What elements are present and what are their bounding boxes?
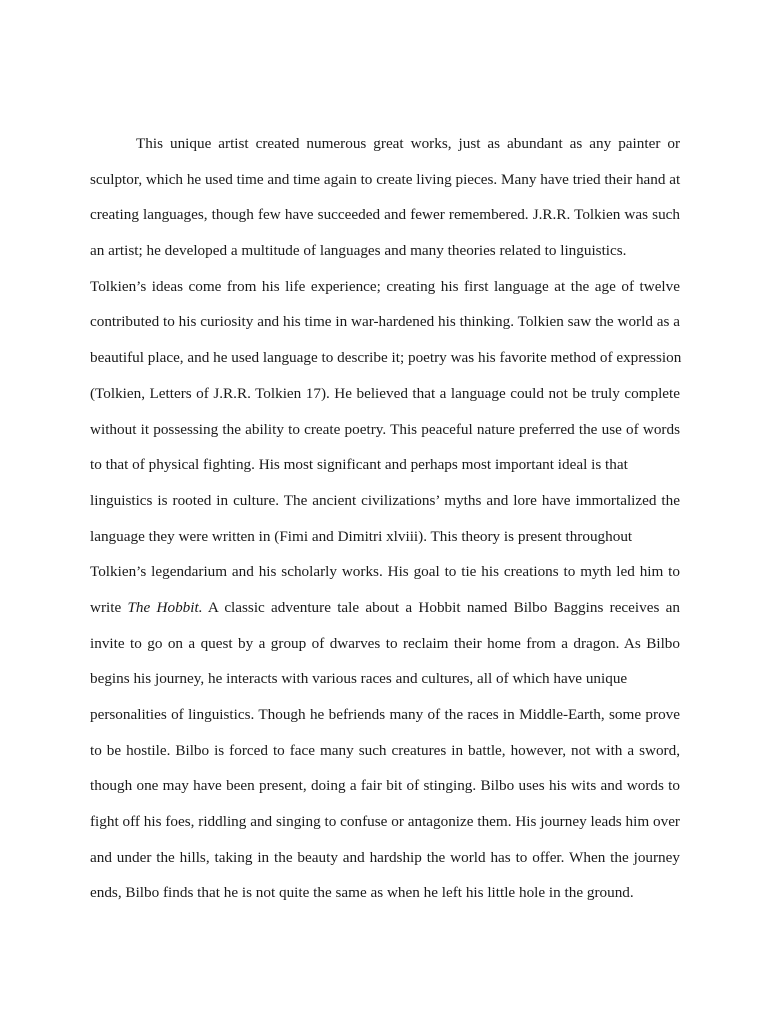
line-text-post: A classic adventure tale about a Hobbit named Bilbo Baggins receives an xyxy=(202,598,680,616)
paragraph-line: ends, Bilbo finds that he is not quite the same as when he left his little hole in the ground. xyxy=(90,884,634,902)
paragraph-line: language they were written in (Fimi and Dimitri xlviii). This theory is present throughout xyxy=(90,527,633,545)
paragraph-line: to that of physical fighting. His most significant and perhaps most important ideal is that xyxy=(90,456,628,474)
paragraph-line: invite to go on a quest by a group of dwarves to reclaim their home from a dragon. As Bilbo xyxy=(90,634,680,652)
paragraph-line: though one may have been present, doing a fair bit of stinging. Bilbo uses his wits and words to xyxy=(90,777,680,795)
paragraph-line: This unique artist created numerous great works, just as abundant as any painter or xyxy=(136,135,680,152)
paragraph-line-with-title xyxy=(90,590,680,626)
paragraph-line: beautiful place, and he used language to describe it; poetry was his favorite method of expression xyxy=(90,349,682,367)
paragraph-line: creating languages, though few have succeeded and fewer remembered. J.R.R. Tolkien was such xyxy=(90,206,680,224)
paragraph-line: an artist; he developed a multitude of languages and many theories related to linguistics. xyxy=(90,242,627,260)
paragraph-line: linguistics is rooted in culture. The ancient civilizations’ myths and lore have immortalized the xyxy=(90,491,680,509)
paragraph-line: (Tolkien, Letters of J.R.R. Tolkien 17). He believed that a language could not be truly complete xyxy=(90,384,680,402)
paragraph-line: fight off his foes, riddling and singing to confuse or antagonize them. His journey leads him over xyxy=(90,813,680,831)
paragraph-line: begins his journey, he interacts with various races and cultures, all of which have unique xyxy=(90,670,628,688)
paragraph-line: sculptor, which he used time and time again to create living pieces. Many have tried their hand at xyxy=(90,170,681,188)
body-paragraph xyxy=(90,126,680,911)
paragraph-line: contributed to his curiosity and his time in war-hardened his thinking. Tolkien saw the world as a xyxy=(90,313,680,331)
line-text-pre: write xyxy=(90,598,128,616)
paragraph-line: Tolkien’s legendarium and his scholarly works. His goal to tie his creations to myth led him to xyxy=(90,563,680,581)
book-title: The Hobbit. xyxy=(127,598,203,616)
paragraph-line: Tolkien’s ideas come from his life experience; creating his first language at the age of twelve xyxy=(90,277,680,295)
paragraph-line: to be hostile. Bilbo is forced to face many such creatures in battle, however, not with a sword, xyxy=(90,741,680,759)
paragraph-line: personalities of linguistics. Though he befriends many of the races in Middle-Earth, some prove xyxy=(90,706,680,723)
paragraph-line: without it possessing the ability to create poetry. This peaceful nature preferred the use of words xyxy=(90,420,680,438)
paragraph-line: and under the hills, taking in the beauty and hardship the world has to offer. When the journey xyxy=(90,848,680,866)
